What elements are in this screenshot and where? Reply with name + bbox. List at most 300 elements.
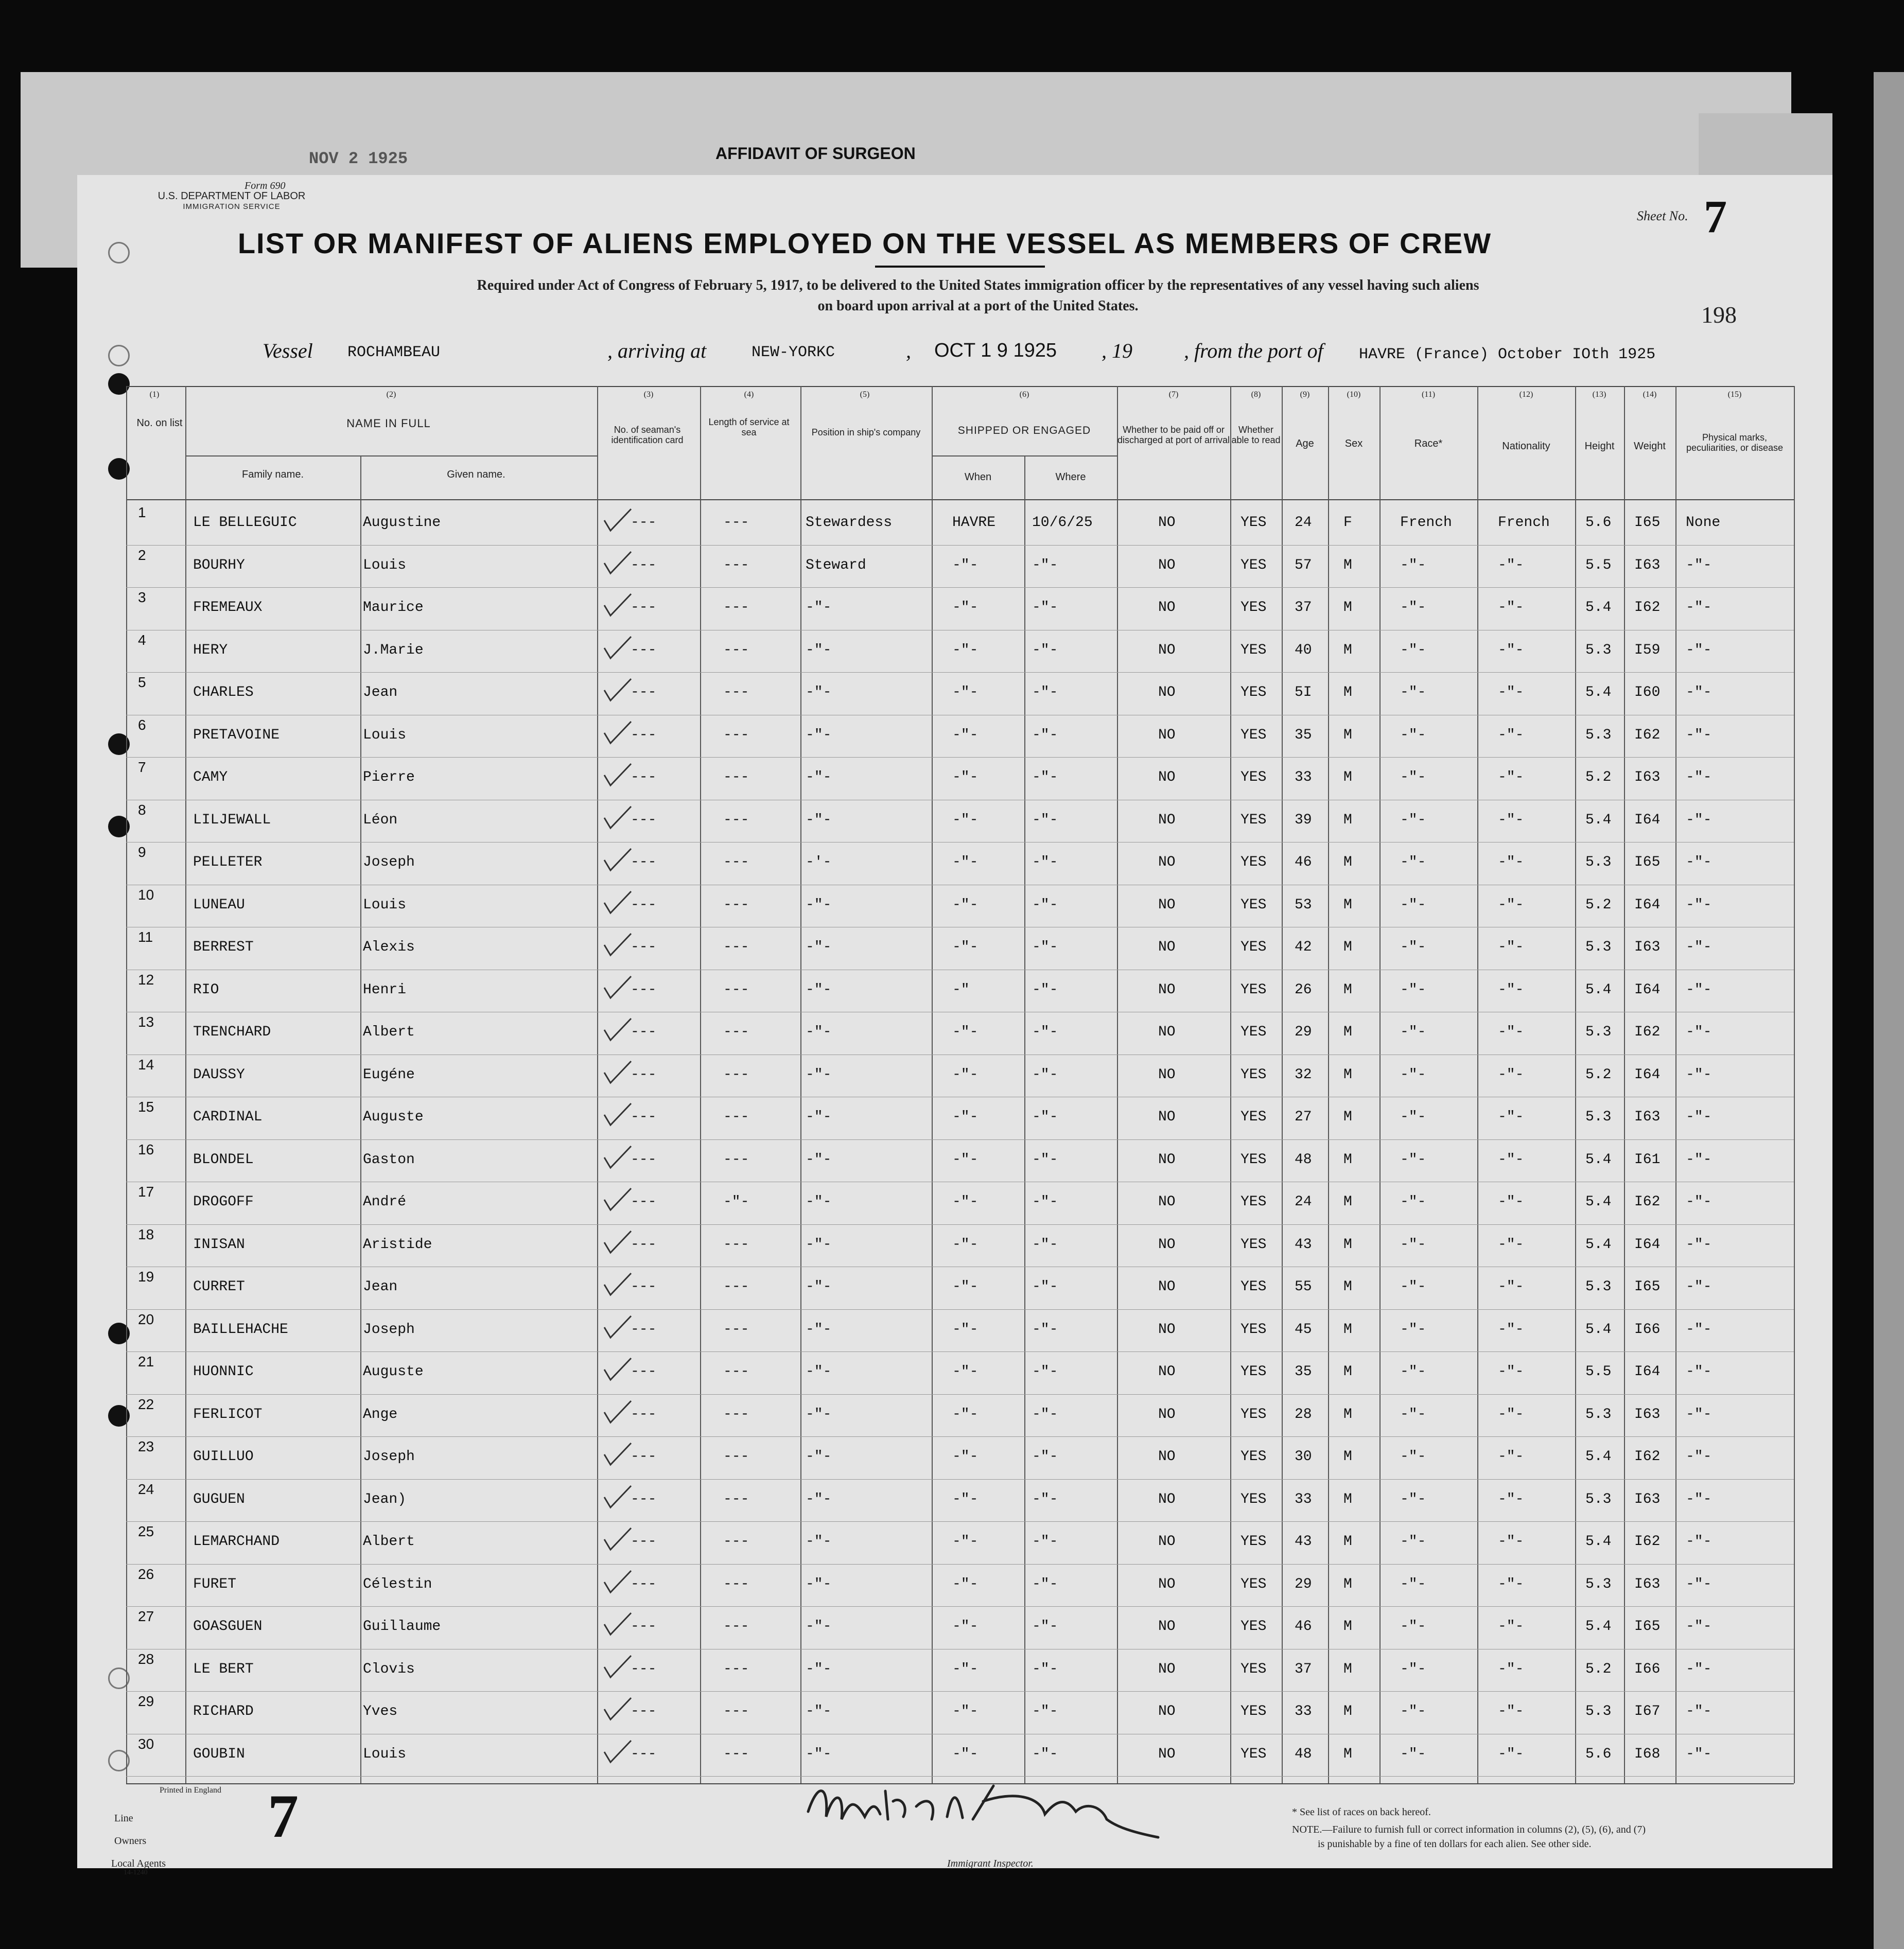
id-card: --- [631, 642, 657, 658]
sex: M [1343, 1619, 1352, 1635]
header-paid-off: Whether to be paid off or discharged at port of arrival [1117, 425, 1230, 445]
shipped-where: -"- [1032, 1194, 1058, 1210]
column-divider [1328, 386, 1329, 1783]
check-mark-icon [602, 1059, 633, 1085]
paid-off: NO [1158, 727, 1176, 743]
shipped-when: -"- [952, 1279, 979, 1295]
given-name: Ange [363, 1406, 398, 1423]
weight: I65 [1634, 854, 1661, 870]
check-mark-icon [602, 1399, 633, 1425]
family-name: BERREST [193, 939, 254, 955]
from-label: , from the port of [1184, 339, 1323, 362]
shipped-where: -"- [1032, 981, 1058, 998]
age: 43 [1295, 1534, 1312, 1550]
family-name: BOURHY [193, 557, 245, 573]
race: -"- [1400, 1194, 1426, 1210]
given-name: Aristide [363, 1236, 432, 1253]
race: -"- [1400, 854, 1426, 870]
weight: I64 [1634, 1066, 1661, 1083]
column-divider [1379, 386, 1381, 1783]
weight: I62 [1634, 600, 1661, 616]
family-name: CAMY [193, 769, 228, 785]
family-name: FERLICOT [193, 1406, 263, 1423]
family-name: HERY [193, 642, 228, 658]
affidavit-heading: AFFIDAVIT OF SURGEON [715, 144, 916, 163]
race: French [1400, 515, 1452, 531]
height: 5.4 [1585, 684, 1612, 700]
header-race: Race* [1414, 438, 1443, 449]
age: 26 [1295, 981, 1312, 998]
check-mark-icon [602, 1569, 633, 1594]
weight: I63 [1634, 939, 1661, 955]
position: -"- [806, 1449, 832, 1465]
column-number: (2) [386, 390, 396, 399]
column-divider [1024, 455, 1025, 1783]
id-card: --- [631, 1024, 657, 1040]
physical-marks: -"- [1686, 1449, 1712, 1465]
sex: M [1343, 1576, 1352, 1592]
paid-off: NO [1158, 1364, 1176, 1380]
position: -"- [806, 1491, 832, 1507]
header-position: Position in ship's company [811, 427, 921, 437]
height: 5.3 [1585, 854, 1612, 870]
race: -"- [1400, 1576, 1426, 1592]
position: -"- [806, 600, 832, 616]
nationality: -"- [1498, 812, 1524, 828]
nationality: -"- [1498, 1236, 1524, 1253]
check-mark-icon [602, 1441, 633, 1467]
service-length: --- [723, 1109, 749, 1125]
physical-marks: -"- [1686, 1194, 1712, 1210]
weight: I64 [1634, 981, 1661, 998]
paid-off: NO [1158, 769, 1176, 785]
physical-marks: -"- [1686, 981, 1712, 998]
failure-note-cont: is punishable by a fine of ten dollars for each alien. See other side. [1318, 1838, 1592, 1850]
id-card: --- [631, 684, 657, 700]
service-length: --- [723, 684, 749, 700]
position: -'- [806, 854, 832, 870]
able-to-read: YES [1241, 1449, 1267, 1465]
weight: I63 [1634, 1491, 1661, 1507]
position: Stewardess [806, 515, 893, 531]
row-rule [126, 545, 1794, 546]
shipped-when: -"- [952, 1449, 979, 1465]
age: 48 [1295, 1746, 1312, 1762]
service-length: --- [723, 897, 749, 913]
nationality: -"- [1498, 981, 1524, 998]
position: -"- [806, 769, 832, 785]
id-card: --- [631, 1066, 657, 1083]
age: 35 [1295, 727, 1312, 743]
service-length: -"- [723, 1194, 749, 1210]
age: 46 [1295, 854, 1312, 870]
shipped-when: -"- [952, 1661, 979, 1677]
shipped-when: -"- [952, 1066, 979, 1083]
shipped-subrule [932, 455, 1117, 456]
row-rule [126, 672, 1794, 673]
sex: M [1343, 727, 1352, 743]
physical-marks: -"- [1686, 1024, 1712, 1040]
given-name: J.Marie [363, 642, 424, 658]
subtitle-line: Required under Act of Congress of February 5, 1917, to be delivered to the United States immigration officer by the representatives of any vessel having such aliens [477, 277, 1479, 293]
physical-marks: -"- [1686, 812, 1712, 828]
age: 24 [1295, 1194, 1312, 1210]
id-card: --- [631, 1236, 657, 1253]
race: -"- [1400, 1236, 1426, 1253]
physical-marks: -"- [1686, 1576, 1712, 1592]
nationality: -"- [1498, 642, 1524, 658]
position: Steward [806, 557, 866, 573]
race: -"- [1400, 1534, 1426, 1550]
height: 5.2 [1585, 897, 1612, 913]
service-length: --- [723, 1449, 749, 1465]
height: 5.4 [1585, 1151, 1612, 1168]
column-divider [126, 386, 127, 1783]
shipped-where: -"- [1032, 854, 1058, 870]
weight: I64 [1634, 897, 1661, 913]
age: 45 [1295, 1321, 1312, 1338]
physical-marks: -"- [1686, 1236, 1712, 1253]
shipped-when: -"- [952, 642, 979, 658]
height: 5.3 [1585, 1279, 1612, 1295]
service-length: --- [723, 1704, 749, 1719]
weight: I66 [1634, 1321, 1661, 1338]
check-mark-icon [602, 1101, 633, 1127]
position: -"- [806, 642, 832, 658]
family-name: CHARLES [193, 684, 254, 700]
id-card: --- [631, 769, 657, 785]
column-divider [597, 386, 598, 1783]
given-name: Albert [363, 1534, 415, 1550]
physical-marks: -"- [1686, 1279, 1712, 1295]
sex: M [1343, 1109, 1352, 1125]
height: 5.3 [1585, 642, 1612, 658]
given-name: Guillaume [363, 1619, 441, 1635]
given-name: Jean) [363, 1491, 407, 1507]
shipped-when: -"- [952, 1194, 979, 1210]
position: -"- [806, 1364, 832, 1380]
able-to-read: YES [1241, 557, 1267, 573]
shipped-where: -"- [1032, 727, 1058, 743]
column-divider [1624, 386, 1625, 1783]
given-name: Henri [363, 981, 407, 998]
check-mark-icon [602, 592, 633, 618]
list-number: 24 [138, 1481, 154, 1497]
id-card: --- [631, 1321, 657, 1338]
sex: M [1343, 854, 1352, 870]
shipped-where: -"- [1032, 1704, 1058, 1719]
shipped-when: -"- [952, 1746, 979, 1762]
check-mark-icon [602, 1484, 633, 1509]
able-to-read: YES [1241, 1576, 1267, 1592]
shipped-when: -"- [952, 600, 979, 616]
column-number: (10) [1347, 390, 1361, 399]
list-number: 3 [138, 589, 146, 605]
given-name: André [363, 1194, 407, 1210]
race: -"- [1400, 1024, 1426, 1040]
page-number: 198 [1701, 302, 1737, 328]
check-mark-icon [602, 804, 633, 830]
service-length: --- [723, 515, 749, 531]
age: 33 [1295, 769, 1312, 785]
sex: M [1343, 1449, 1352, 1465]
able-to-read: YES [1241, 1024, 1267, 1040]
subtitle-line: on board upon arrival at a port of the United States. [817, 298, 1139, 314]
nationality: -"- [1498, 1024, 1524, 1040]
service-name: IMMIGRATION SERVICE [183, 202, 281, 211]
sex: F [1343, 515, 1352, 531]
header-nationality: Nationality [1502, 441, 1550, 452]
column-number: (1) [149, 390, 160, 399]
sheet-number-label: Sheet No. [1637, 208, 1688, 223]
header-where: Where [1055, 471, 1086, 483]
height: 5.3 [1585, 939, 1612, 955]
id-card: --- [631, 1491, 657, 1507]
given-name: Jean [363, 1279, 398, 1295]
nationality: -"- [1498, 684, 1524, 700]
check-mark-icon [602, 1144, 633, 1170]
id-card: --- [631, 1619, 657, 1635]
service-length: --- [723, 939, 749, 955]
sex: M [1343, 1321, 1352, 1338]
id-card: --- [631, 1449, 657, 1465]
column-divider [185, 386, 186, 1783]
check-mark-icon [602, 1186, 633, 1212]
age: 33 [1295, 1491, 1312, 1507]
nationality: -"- [1498, 557, 1524, 573]
height: 5.3 [1585, 1024, 1612, 1040]
height: 5.4 [1585, 600, 1612, 616]
shipped-when: -"- [952, 1534, 979, 1550]
given-name: Pierre [363, 769, 415, 785]
column-divider [932, 386, 933, 1783]
nationality: -"- [1498, 1704, 1524, 1719]
family-name: LUNEAU [193, 897, 245, 913]
paid-off: NO [1158, 1449, 1176, 1465]
weight: I65 [1634, 1279, 1661, 1295]
column-divider [700, 386, 701, 1783]
paid-off: NO [1158, 1491, 1176, 1507]
id-card: --- [631, 1746, 657, 1762]
sex: M [1343, 1151, 1352, 1168]
able-to-read: YES [1241, 515, 1267, 531]
physical-marks: -"- [1686, 1619, 1712, 1635]
weight: I62 [1634, 1024, 1661, 1040]
shipped-where: -"- [1032, 1746, 1058, 1762]
service-length: --- [723, 1661, 749, 1677]
able-to-read: YES [1241, 1406, 1267, 1423]
shipped-when: -"- [952, 1321, 979, 1338]
age: 27 [1295, 1109, 1312, 1125]
check-mark-icon [602, 974, 633, 1000]
weight: I60 [1634, 684, 1661, 700]
shipped-where: -"- [1032, 939, 1058, 955]
id-card: --- [631, 854, 657, 870]
weight: I63 [1634, 1109, 1661, 1125]
family-name: DAUSSY [193, 1066, 245, 1083]
nationality: -"- [1498, 600, 1524, 616]
age: 5I [1295, 684, 1312, 700]
check-mark-icon [602, 635, 633, 660]
header-age: Age [1296, 438, 1314, 449]
family-name: PELLETER [193, 854, 263, 870]
list-number: 13 [138, 1014, 154, 1030]
weight: I66 [1634, 1661, 1661, 1677]
id-card: --- [631, 981, 657, 998]
position: -"- [806, 1619, 832, 1635]
physical-marks: -"- [1686, 1661, 1712, 1677]
nationality: -"- [1498, 769, 1524, 785]
header-sex: Sex [1344, 438, 1363, 449]
paid-off: NO [1158, 557, 1176, 573]
physical-marks: -"- [1686, 1321, 1712, 1338]
header-no-on-list: No. on list [136, 417, 183, 429]
sex: M [1343, 981, 1352, 998]
given-name: Joseph [363, 854, 415, 870]
family-name: RICHARD [193, 1704, 254, 1719]
given-name: Célestin [363, 1576, 432, 1592]
list-number: 17 [138, 1184, 154, 1200]
paid-off: NO [1158, 939, 1176, 955]
able-to-read: YES [1241, 1109, 1267, 1125]
physical-marks: -"- [1686, 1109, 1712, 1125]
race: -"- [1400, 684, 1426, 700]
height: 5.4 [1585, 1449, 1612, 1465]
check-mark-icon [602, 847, 633, 872]
row-rule [126, 1521, 1794, 1522]
paid-off: NO [1158, 642, 1176, 658]
sex: M [1343, 1279, 1352, 1295]
paid-off: NO [1158, 854, 1176, 870]
row-rule [126, 1436, 1794, 1437]
list-number: 25 [138, 1523, 154, 1539]
shipped-when: -"- [952, 1491, 979, 1507]
paid-off: NO [1158, 1236, 1176, 1253]
sex: M [1343, 684, 1352, 700]
row-rule [126, 1224, 1794, 1225]
check-mark-icon [602, 719, 633, 745]
weight: I61 [1634, 1151, 1661, 1168]
weight: I63 [1634, 557, 1661, 573]
race: -"- [1400, 897, 1426, 913]
able-to-read: YES [1241, 727, 1267, 743]
given-name: Gaston [363, 1151, 415, 1168]
family-name: GUGUEN [193, 1491, 245, 1507]
paid-off: NO [1158, 1024, 1176, 1040]
sex: M [1343, 1534, 1352, 1550]
height: 5.3 [1585, 1406, 1612, 1423]
position: -"- [806, 1279, 832, 1295]
list-number: 27 [138, 1608, 154, 1624]
family-name: LE BERT [193, 1661, 254, 1677]
title-rule [875, 266, 1045, 268]
shipped-where: -"- [1032, 642, 1058, 658]
physical-marks: -"- [1686, 1534, 1712, 1550]
height: 5.4 [1585, 1236, 1612, 1253]
list-number: 30 [138, 1735, 154, 1752]
family-name: DROGOFF [193, 1194, 254, 1210]
weight: I68 [1634, 1746, 1661, 1762]
position: -"- [806, 812, 832, 828]
shipped-when: -"- [952, 769, 979, 785]
height: 5.4 [1585, 1194, 1612, 1210]
height: 5.5 [1585, 1364, 1612, 1380]
height: 5.2 [1585, 1066, 1612, 1083]
nationality: -"- [1498, 897, 1524, 913]
nationality: -"- [1498, 1151, 1524, 1168]
position: -"- [806, 1024, 832, 1040]
shipped-where: -"- [1032, 1534, 1058, 1550]
shipped-when: -"- [952, 1109, 979, 1125]
shipped-where: -"- [1032, 684, 1058, 700]
able-to-read: YES [1241, 1364, 1267, 1380]
height: 5.3 [1585, 1704, 1612, 1719]
given-name: Auguste [363, 1364, 424, 1380]
able-to-read: YES [1241, 897, 1267, 913]
race: -"- [1400, 939, 1426, 955]
paid-off: NO [1158, 1661, 1176, 1677]
nationality: -"- [1498, 1109, 1524, 1125]
able-to-read: YES [1241, 812, 1267, 828]
position: -"- [806, 1109, 832, 1125]
list-number: 28 [138, 1650, 154, 1667]
shipped-when: -" [952, 981, 970, 998]
age: 42 [1295, 939, 1312, 955]
able-to-read: YES [1241, 1704, 1267, 1719]
family-name: GOUBIN [193, 1746, 245, 1762]
race: -"- [1400, 1406, 1426, 1423]
line-label: Line [114, 1813, 133, 1824]
row-rule [126, 1606, 1794, 1607]
given-name: Louis [363, 897, 407, 913]
position: -"- [806, 1236, 832, 1253]
header-when: When [964, 471, 992, 483]
inspector-label: Immigrant Inspector. [947, 1858, 1034, 1869]
family-name: CARDINAL [193, 1109, 263, 1125]
age: 40 [1295, 642, 1312, 658]
shipped-where: -"- [1032, 812, 1058, 828]
row-rule [126, 1394, 1794, 1395]
column-number: (5) [860, 390, 870, 399]
given-name: Joseph [363, 1321, 415, 1338]
sex: M [1343, 1704, 1352, 1719]
nationality: -"- [1498, 1534, 1524, 1550]
check-mark-icon [602, 1229, 633, 1255]
column-divider [1675, 386, 1676, 1783]
nationality: -"- [1498, 1364, 1524, 1380]
id-card: --- [631, 515, 657, 531]
shipped-where: -"- [1032, 897, 1058, 913]
paid-off: NO [1158, 1066, 1176, 1083]
service-length: --- [723, 727, 749, 743]
physical-marks: -"- [1686, 727, 1712, 743]
agents-label: Local Agents [111, 1858, 166, 1869]
list-number: 21 [138, 1354, 154, 1369]
column-divider [360, 455, 361, 1783]
height: 5.4 [1585, 1619, 1612, 1635]
position: -"- [806, 1066, 832, 1083]
age: 29 [1295, 1024, 1312, 1040]
shipped-where: -"- [1032, 1151, 1058, 1168]
race: -"- [1400, 1661, 1426, 1677]
family-name: RIO [193, 981, 219, 998]
given-name: Clovis [363, 1661, 415, 1677]
shipped-where: -"- [1032, 1619, 1058, 1635]
height: 5.4 [1585, 1321, 1612, 1338]
header-physical-marks: Physical marks, peculiarities, or disease [1686, 432, 1784, 453]
able-to-read: YES [1241, 600, 1267, 616]
column-number: (13) [1592, 390, 1606, 399]
